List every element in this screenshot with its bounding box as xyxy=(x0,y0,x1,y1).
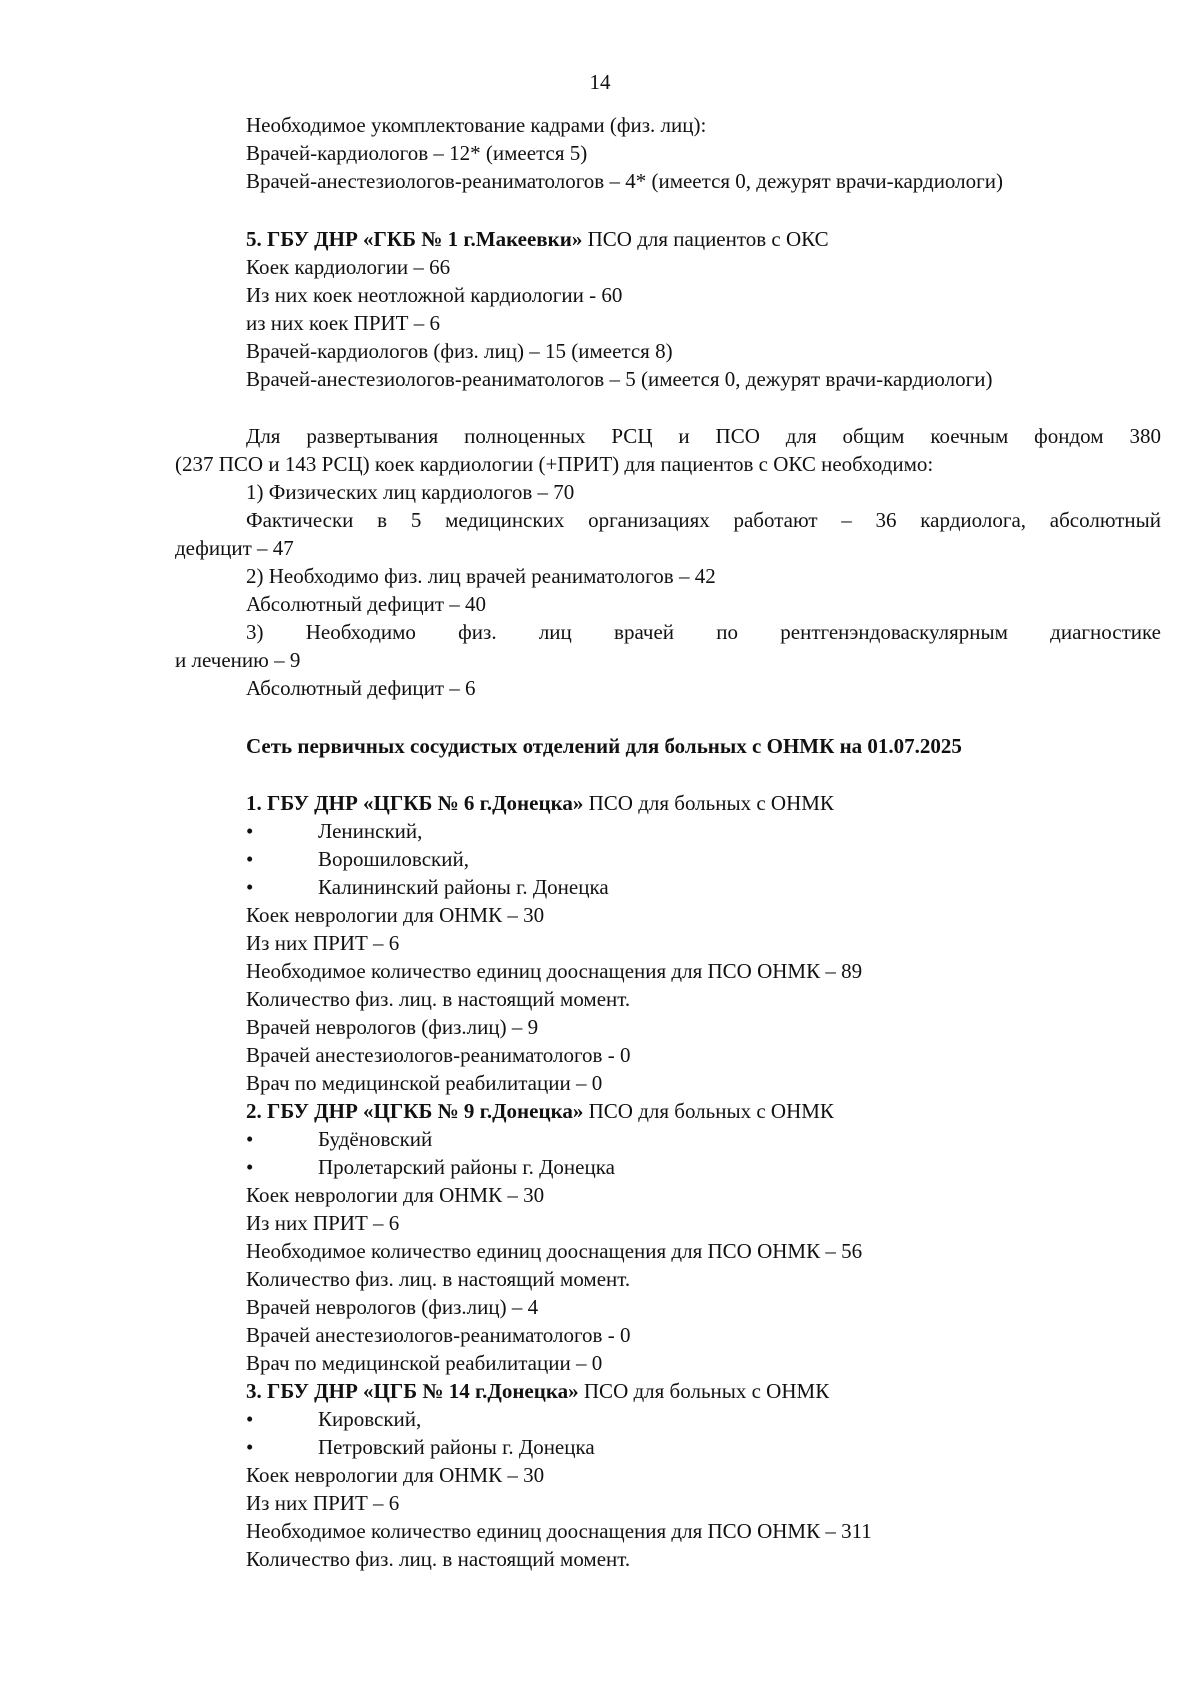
text-line: из них коек ПРИТ – 6 xyxy=(246,311,441,335)
text-line: Для развертывания полноценных РСЦ и ПСО для общим коечным фондом 380 xyxy=(246,424,1161,448)
heading-rest: ПСО для больных с ОНМК xyxy=(578,1379,830,1403)
text-line: дефицит – 47 xyxy=(175,536,294,560)
section-heading xyxy=(246,790,834,816)
text-line: Врачей анестезиологов-реаниматологов - 0 xyxy=(246,1323,631,1347)
heading-bold: 5. ГБУ ДНР «ГКБ № 1 г.Макеевки» xyxy=(246,227,583,251)
text-line: Коек неврологии для ОНМК – 30 xyxy=(246,903,545,927)
text-line: Коек неврологии для ОНМК – 30 xyxy=(246,1463,545,1487)
text-line: (237 ПСО и 143 РСЦ) коек кардиологии (+ПРИТ) для пациентов с ОКС необходимо: xyxy=(175,452,934,476)
list-item xyxy=(246,1434,595,1460)
bullet: • xyxy=(246,1407,254,1431)
text-line: Абсолютный дефицит – 6 xyxy=(246,676,476,700)
text-line: Из них ПРИТ – 6 xyxy=(246,931,400,955)
text-line: Абсолютный дефицит – 40 xyxy=(246,592,486,616)
section-heading xyxy=(246,226,829,252)
text-line: 2) Необходимо физ. лиц врачей реаниматологов – 42 xyxy=(246,564,716,588)
text-line: Врачей-кардиологов (физ. лиц) – 15 (имеется 8) xyxy=(246,339,673,363)
text-line: Врач по медицинской реабилитации – 0 xyxy=(246,1071,603,1095)
section-heading xyxy=(246,733,962,759)
text-line: Врачей неврологов (физ.лиц) – 9 xyxy=(246,1015,539,1039)
text-line: Врачей-кардиологов – 12* (имеется 5) xyxy=(246,141,588,165)
list-item-text: Калининский районы г. Донецка xyxy=(318,875,609,899)
section-heading xyxy=(246,1378,829,1404)
text-line: Коек неврологии для ОНМК – 30 xyxy=(246,1183,545,1207)
heading-bold: Сеть первичных сосудистых отделений для больных с ОНМК на 01.07.2025 xyxy=(246,734,962,758)
list-item xyxy=(246,1126,432,1152)
list-item-text: Ленинский, xyxy=(318,819,423,843)
text-line: Необходимое укомплектование кадрами (физ. лиц): xyxy=(246,113,707,137)
text-line: Необходимое количество единиц дооснащения для ПСО ОНМК – 56 xyxy=(246,1239,863,1263)
list-item-text: Пролетарский районы г. Донецка xyxy=(318,1155,615,1179)
text-line: Фактически в 5 медицинских организациях работают – 36 кардиолога, абсолютный xyxy=(246,508,1161,532)
text-line: Количество физ. лиц. в настоящий момент. xyxy=(246,1547,631,1571)
page-number: 14 xyxy=(589,70,611,94)
bullet: • xyxy=(246,875,254,899)
text-line: Из них ПРИТ – 6 xyxy=(246,1491,400,1515)
list-item-text: Будёновский xyxy=(318,1127,433,1151)
text-line: Из них ПРИТ – 6 xyxy=(246,1211,400,1235)
list-item-text: Кировский, xyxy=(318,1407,422,1431)
text-line: Количество физ. лиц. в настоящий момент. xyxy=(246,1267,631,1291)
text-line: и лечению – 9 xyxy=(175,648,301,672)
text-line: Из них коек неотложной кардиологии - 60 xyxy=(246,283,623,307)
text-line: Врачей-анестезиологов-реаниматологов – 4* (имеется 0, дежурят врачи-кардиологи) xyxy=(246,169,1003,193)
text-line: Необходимое количество единиц дооснащения для ПСО ОНМК – 311 xyxy=(246,1519,872,1543)
text-line: Врачей-анестезиологов-реаниматологов – 5 (имеется 0, дежурят врачи-кардиологи) xyxy=(246,367,993,391)
bullet: • xyxy=(246,1435,254,1459)
text-line: 1) Физических лиц кардиологов – 70 xyxy=(246,480,575,504)
heading-rest: ПСО для пациентов с ОКС xyxy=(582,227,829,251)
section-heading xyxy=(246,1098,834,1124)
list-item-text: Петровский районы г. Донецка xyxy=(318,1435,595,1459)
list-item xyxy=(246,1154,615,1180)
list-item xyxy=(246,1406,421,1432)
bullet: • xyxy=(246,847,254,871)
text-line: 3) Необходимо физ. лиц врачей по рентгенэндоваскулярным диагностике xyxy=(246,620,1161,644)
heading-bold: 2. ГБУ ДНР «ЦГКБ № 9 г.Донецка» xyxy=(246,1099,584,1123)
heading-rest: ПСО для больных с ОНМК xyxy=(583,791,834,815)
text-line: Врачей анестезиологов-реаниматологов - 0 xyxy=(246,1043,631,1067)
list-item xyxy=(246,874,609,900)
heading-bold: 1. ГБУ ДНР «ЦГКБ № 6 г.Донецка» xyxy=(246,791,584,815)
heading-rest: ПСО для больных с ОНМК xyxy=(583,1099,834,1123)
bullet: • xyxy=(246,1155,254,1179)
list-item-text: Ворошиловский, xyxy=(318,847,469,871)
bullet: • xyxy=(246,819,254,843)
text-line: Количество физ. лиц. в настоящий момент. xyxy=(246,987,631,1011)
text-line: Коек кардиологии – 66 xyxy=(246,255,451,279)
text-line: Врач по медицинской реабилитации – 0 xyxy=(246,1351,603,1375)
text-line: Необходимое количество единиц дооснащения для ПСО ОНМК – 89 xyxy=(246,959,863,983)
list-item xyxy=(246,846,469,872)
bullet: • xyxy=(246,1127,254,1151)
heading-bold: 3. ГБУ ДНР «ЦГБ № 14 г.Донецка» xyxy=(246,1379,579,1403)
list-item xyxy=(246,818,422,844)
text-line: Врачей неврологов (физ.лиц) – 4 xyxy=(246,1295,539,1319)
